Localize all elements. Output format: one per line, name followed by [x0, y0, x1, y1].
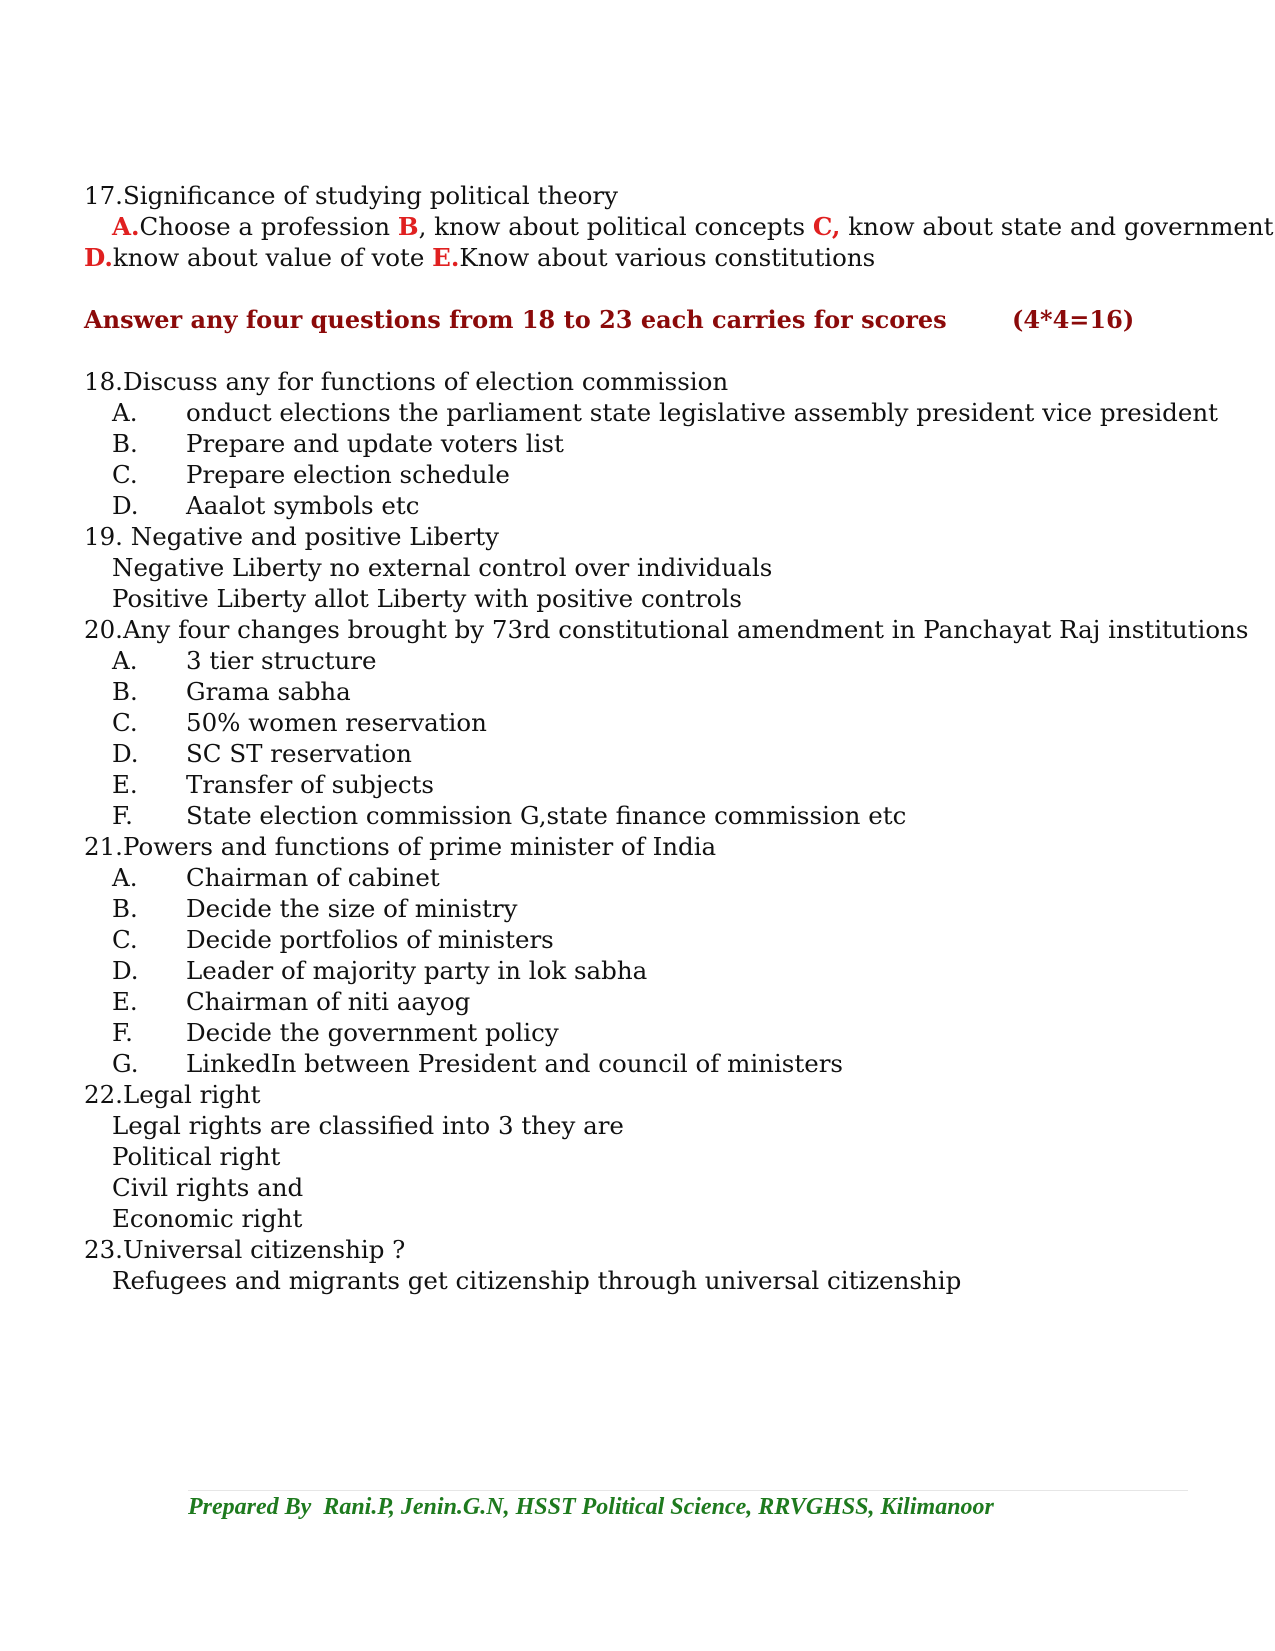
q19-line: Negative Liberty no external control over individuals [112, 553, 773, 582]
q17-text-e: Know about various constitutions [459, 243, 876, 272]
option-letter: G. [112, 1049, 139, 1078]
q18-option [84, 397, 1218, 428]
q20-option [84, 645, 1194, 676]
option-text: Decide the government policy [186, 1018, 559, 1047]
q17-mark-e: E. [432, 243, 460, 272]
option-letter: F. [112, 1018, 133, 1047]
q21-option [84, 1048, 1194, 1079]
option-text: Decide portfolios of ministers [186, 925, 554, 954]
section-marks: (4*4=16) [1012, 305, 1135, 334]
option-letter: E. [112, 770, 138, 799]
q18-title: 18.Discuss any for functions of election commission [84, 367, 729, 396]
option-text: Transfer of subjects [186, 770, 434, 799]
option-letter: E. [112, 987, 138, 1016]
option-letter: F. [112, 801, 133, 830]
q19-title: 19. Negative and positive Liberty [84, 522, 499, 551]
q19-line: Positive Liberty allot Liberty with positive controls [112, 584, 742, 613]
q17-text-c: know about state and government [840, 212, 1274, 241]
option-letter: D. [112, 956, 139, 985]
section-instruction: Answer any four questions from 18 to 23 each carries for scores [84, 305, 947, 334]
option-letter: C. [112, 460, 138, 489]
option-text: Chairman of niti aayog [186, 987, 471, 1016]
option-text: Chairman of cabinet [186, 863, 440, 892]
option-text: Prepare and update voters list [186, 429, 564, 458]
q21-option [84, 862, 1194, 893]
option-letter: A. [112, 646, 138, 675]
q20-option [84, 707, 1194, 738]
option-text: Aaalot symbols etc [186, 491, 420, 520]
q20-option [84, 769, 1194, 800]
option-text: Decide the size of ministry [186, 894, 518, 923]
q18-option [84, 490, 1194, 521]
q21-title: 21.Powers and functions of prime minister of India [84, 832, 717, 861]
q21-option [84, 986, 1194, 1017]
footer-divider [188, 1490, 1188, 1491]
option-text: Leader of majority party in lok sabha [186, 956, 648, 985]
option-letter: D. [112, 739, 139, 768]
q21-option [84, 924, 1194, 955]
q20-option [84, 800, 1194, 831]
q17-options-line-2 [84, 242, 1194, 273]
option-letter: A. [112, 398, 138, 427]
q17-mark-b: B [397, 212, 419, 241]
option-letter: B. [112, 429, 138, 458]
q23-title: 23.Universal citizenship ? [84, 1235, 406, 1264]
option-text: onduct elections the parliament state legislative assembly president vice president [186, 398, 1218, 427]
footer-credit: Prepared By Rani.P, Jenin.G.N, HSST Political Science, RRVGHSS, Kilimanoor [188, 1494, 994, 1520]
option-text: 3 tier structure [186, 646, 377, 675]
q23-line: Refugees and migrants get citizenship through universal citizenship [112, 1266, 962, 1295]
option-text: 50% women reservation [186, 708, 487, 737]
q17-mark-d: D. [84, 243, 113, 272]
option-text: SC ST reservation [186, 739, 412, 768]
q17-options-line-1 [84, 211, 1274, 242]
q17-mark-a: A. [112, 212, 140, 241]
q21-option [84, 1017, 1194, 1048]
option-text: State election commission G,state finance commission etc [186, 801, 907, 830]
q17-text-b: , know about political concepts [418, 212, 813, 241]
option-text: Prepare election schedule [186, 460, 510, 489]
option-letter: A. [112, 863, 138, 892]
q18-option [84, 428, 1194, 459]
option-text: Grama sabha [186, 677, 351, 706]
q22-line: Legal rights are classified into 3 they are [112, 1111, 624, 1140]
q20-option [84, 738, 1194, 769]
answer-key-page [84, 180, 1274, 1296]
q22-line: Political right [112, 1142, 281, 1171]
q22-line: Economic right [112, 1204, 303, 1233]
q20-title: 20.Any four changes brought by 73rd constitutional amendment in Panchayat Raj institutions [84, 615, 1249, 644]
option-text: LinkedIn between President and council of ministers [186, 1049, 843, 1078]
option-letter: B. [112, 677, 138, 706]
option-letter: D. [112, 491, 139, 520]
option-letter: C. [112, 708, 138, 737]
section-heading [84, 304, 1194, 335]
option-letter: C. [112, 925, 138, 954]
q20-option [84, 676, 1194, 707]
q17-title: 17.Significance of studying political theory [84, 181, 618, 210]
option-letter: B. [112, 894, 138, 923]
q21-option [84, 893, 1194, 924]
q17-mark-c: C, [812, 212, 841, 241]
q17-text-d: know about value of vote [112, 243, 433, 272]
q22-line: Civil rights and [112, 1173, 304, 1202]
q18-option [84, 459, 1194, 490]
q21-option [84, 955, 1194, 986]
q22-title: 22.Legal right [84, 1080, 261, 1109]
q17-text-a: Choose a profession [139, 212, 398, 241]
